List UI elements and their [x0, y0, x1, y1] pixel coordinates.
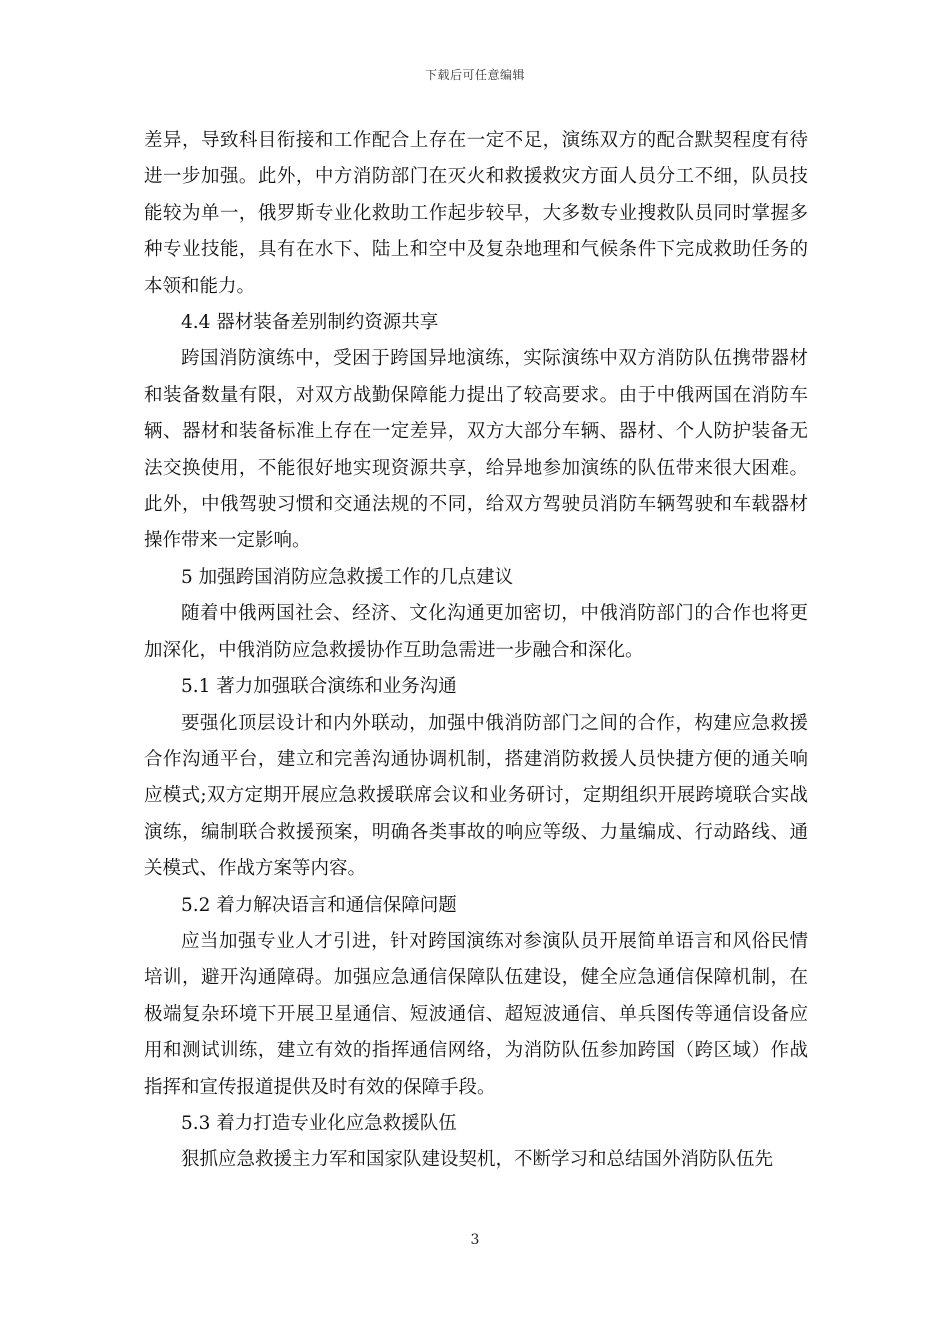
section-heading-5-3: 5.3 着力打造专业化应急救援队伍: [181, 1112, 457, 1134]
paragraph-4-4: 跨国消防演练中，受困于跨国异地演练，实际演练中双方消防队伍携带器材和装备数量有限，对双方战勤保障能力提出了较高要求。由于中俄两国在消防车辆、器材和装备标准上存在一定差异，双方大部分车辆、器材、个人防护装备无法交换使用，不能很好地实现资源共享，给异地参加演练的队伍带来很大困难。此外，中俄驾驶习惯和交通法规的不同，给双方驾驶员消防车辆驾驶和车载器材操作带来一定影响。: [144, 348, 808, 552]
section-heading-4-4: 4.4 器材装备差别制约资源共享: [181, 312, 439, 334]
document-body: [144, 123, 808, 1179]
page-number: 3: [470, 1232, 480, 1248]
paragraph-continued: 差异，导致科目衔接和工作配合上存在一定不足，演练双方的配合默契程度有待进一步加强。此外，中方消防部门在灭火和救援救灾方面人员分工不细，队员技能较为单一，俄罗斯专业化救助工作起步较早，大多数专业搜救队员同时掌握多种专业技能，具有在水下、陆上和空中及复杂地理和气候条件下完成救助任务的本领和能力。: [144, 130, 808, 297]
section-heading-5-1: 5.1 著力加强联合演练和业务沟通: [181, 676, 457, 698]
section-heading-5-2: 5.2 着力解决语言和通信保障问题: [181, 894, 457, 916]
paragraph-5-1: 要强化顶层设计和内外联动，加强中俄消防部门之间的合作，构建应急救援合作沟通平台，建立和完善沟通协调机制，搭建消防救援人员快捷方便的通关响应模式;双方定期开展应急救援联席会议和业务研讨，定期组织开展跨境联合实战演练，编制联合救援预案，明确各类事故的响应等级、力量编成、行动路线、通关模式、作战方案等内容。: [144, 712, 808, 880]
paragraph-5-3: 狠抓应急救援主力军和国家队建设契机，不断学习和总结国外消防队伍先: [181, 1149, 774, 1171]
paragraph-5: 随着中俄两国社会、经济、文化沟通更加密切，中俄消防部门的合作也将更加深化，中俄消防应急救援协作互助急需进一步融合和深化。: [144, 603, 808, 661]
paragraph-5-2: 应当加强专业人才引进，针对跨国演练对参演队员开展简单语言和风俗民情培训，避开沟通障碍。加强应急通信保障队伍建设，健全应急通信保障机制，在极端复杂环境下开展卫星通信、短波通信、超短波通信、单兵图传等通信设备应用和测试训练，建立有效的指挥通信网络，为消防队伍参加跨国（跨区域）作战指挥和宣传报道提供及时有效的保障手段。: [144, 930, 808, 1098]
section-heading-5: 5 加强跨国消防应急救援工作的几点建议: [181, 566, 514, 588]
page-header: 下载后可任意编辑: [424, 68, 525, 82]
